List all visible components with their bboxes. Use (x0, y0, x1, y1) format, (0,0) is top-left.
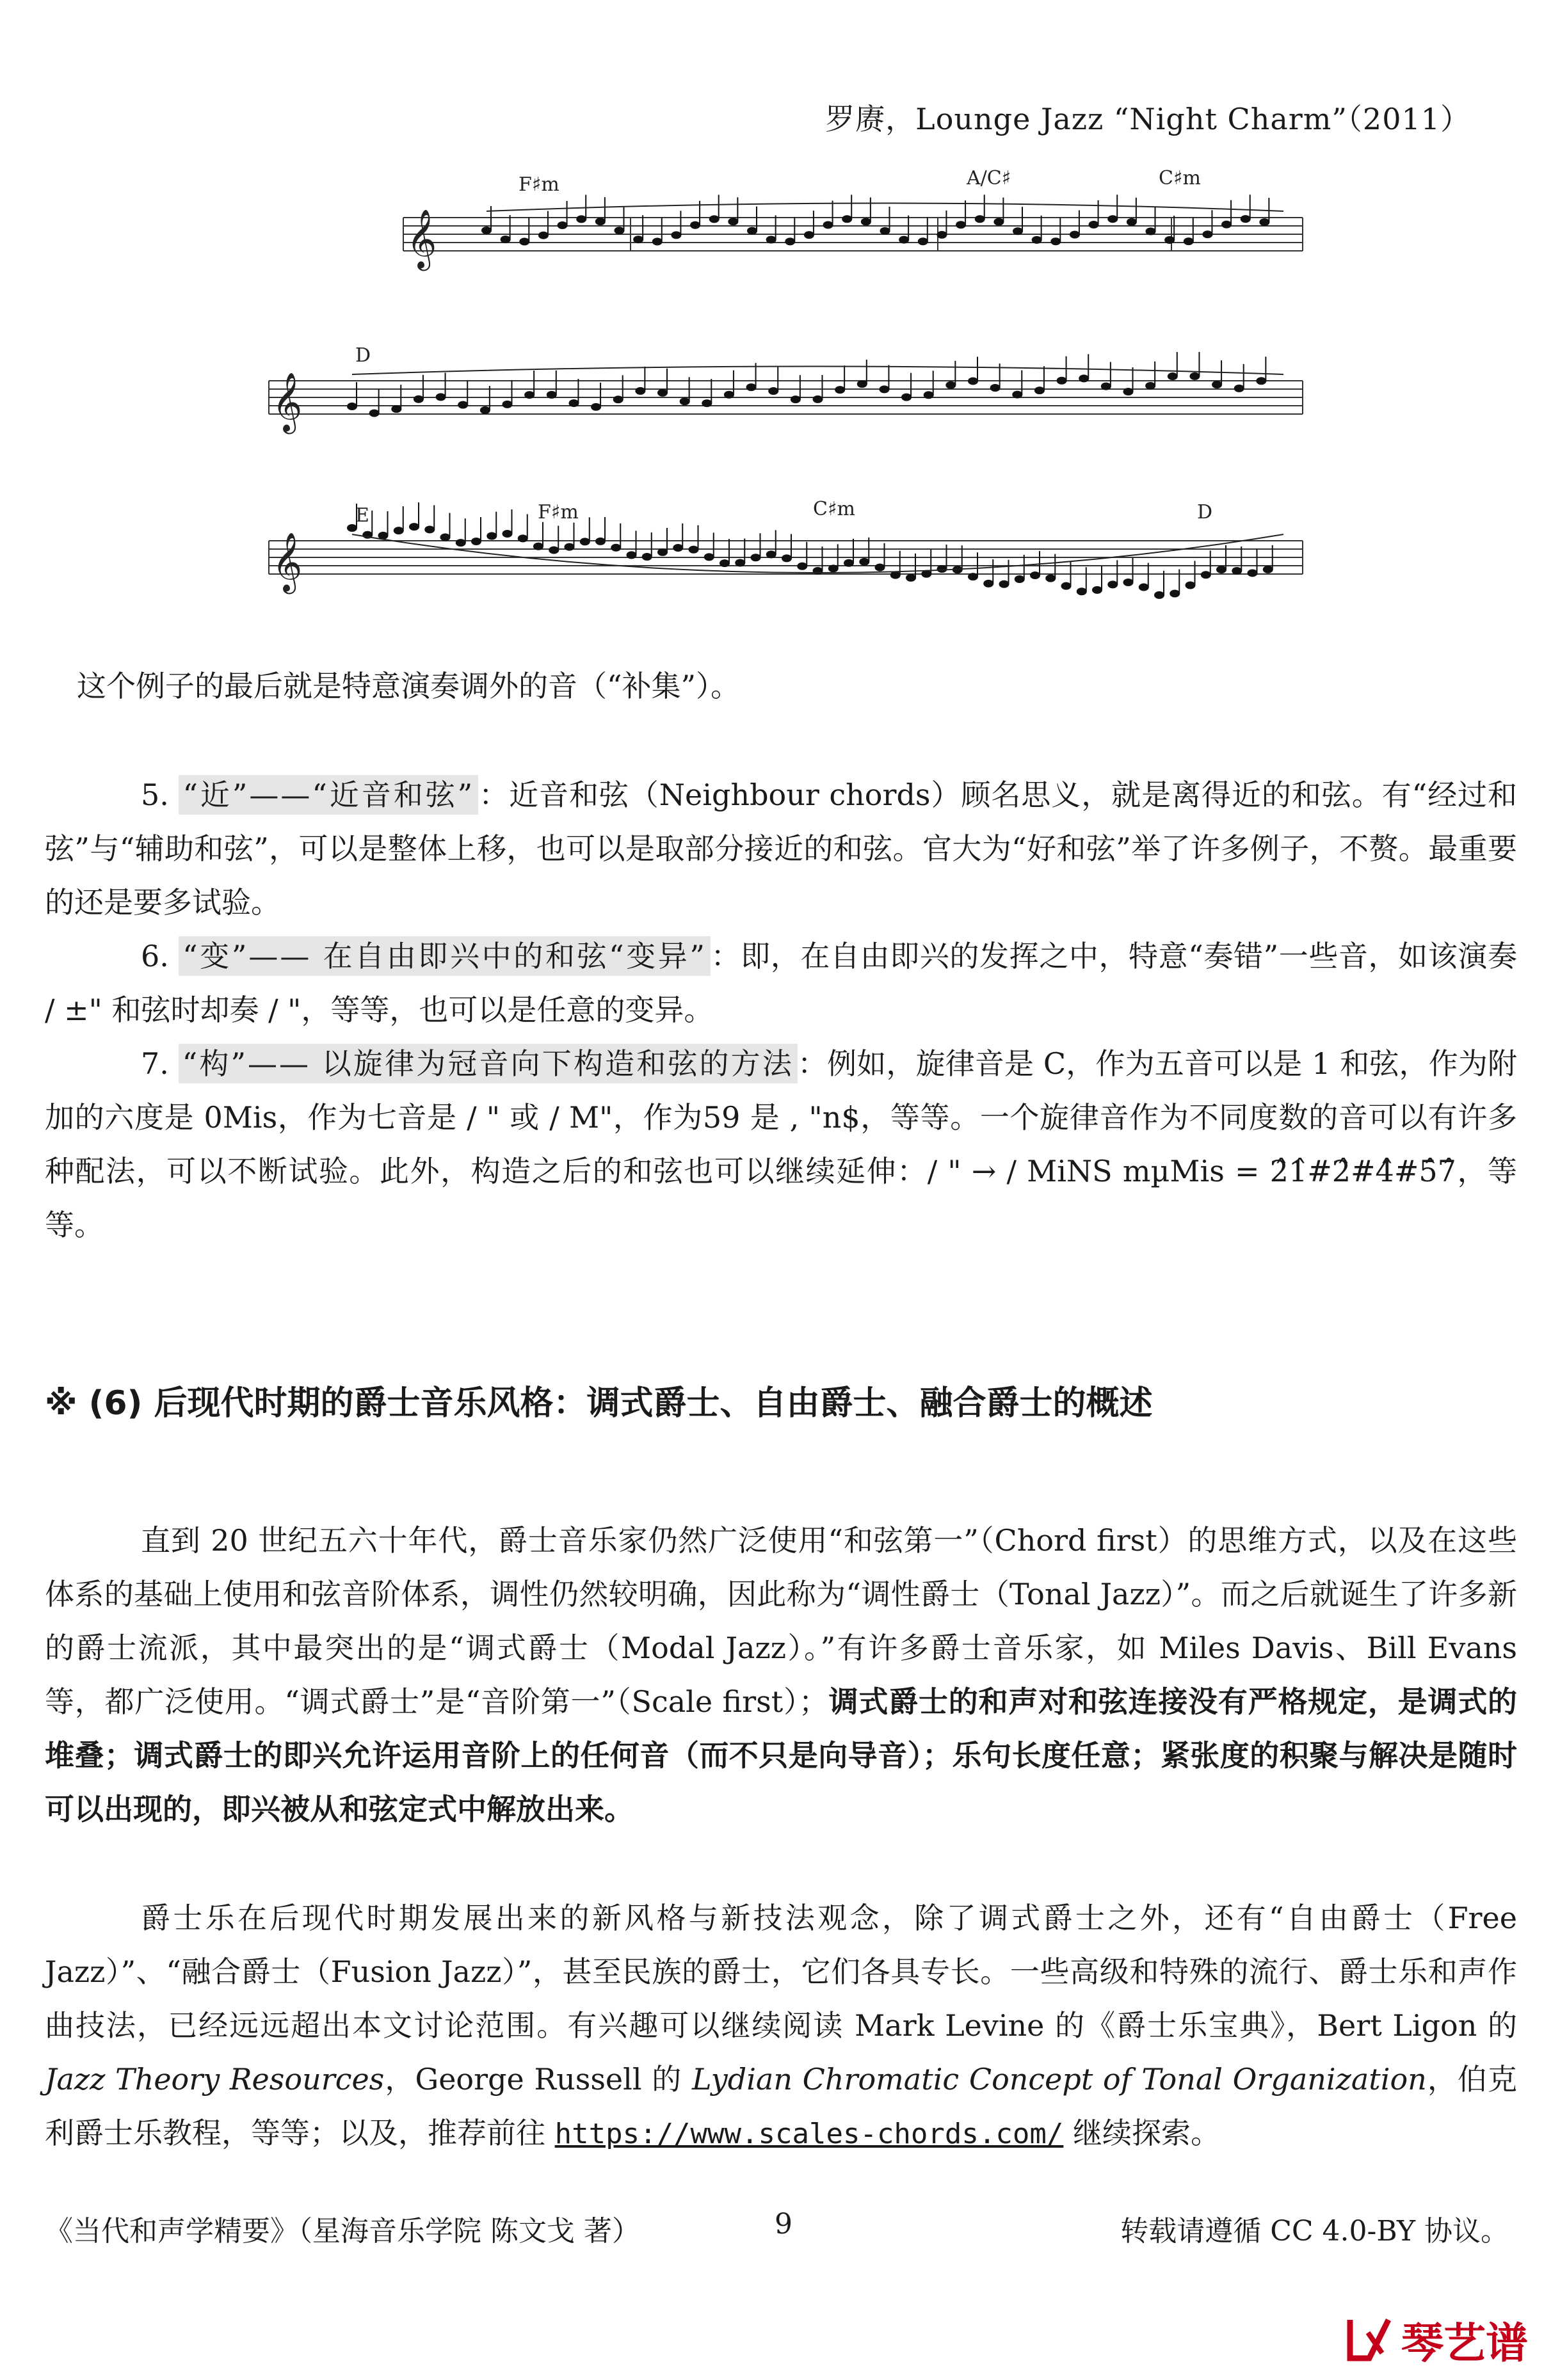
book-title: Lydian Chromatic Concept of Tonal Organization (692, 2062, 1427, 2096)
note-head (565, 543, 575, 551)
note-head (1202, 230, 1212, 238)
note-head (440, 534, 451, 541)
note-head (709, 215, 720, 223)
note-head (1186, 581, 1196, 589)
site-logo (1344, 2310, 1528, 2368)
note-head (409, 523, 419, 531)
chord-label-r3-3: C♯m (813, 498, 855, 520)
note-head (615, 227, 625, 234)
note-head (990, 384, 1001, 392)
item-number: 6. (141, 939, 169, 973)
note-head (486, 532, 497, 540)
note-head (524, 391, 535, 399)
note-head (347, 403, 357, 410)
note-head (956, 221, 966, 228)
slur (486, 204, 1283, 212)
note-head (785, 237, 795, 245)
music-logo-icon (1344, 2313, 1395, 2365)
list-item-6 (45, 929, 1517, 1037)
score-svg (0, 154, 1560, 666)
intro-note: 这个例子的最后就是特意演奏调外的音（“补集”）。 (77, 669, 741, 703)
note-head (1234, 385, 1244, 392)
item-text: ：近音和弦（Neighbour chords）顾名思义，就是离得近的和弦。有“经过和弦”与“辅助和弦”，可以是整体上移，也可以是取部分接近的和弦。官大为“好和弦”举了许多例子，不赘。最重要的还是要多试验。 (45, 778, 1517, 920)
note-head (937, 231, 947, 239)
note-head (1189, 372, 1200, 380)
note-head (813, 395, 823, 403)
note-head (547, 391, 557, 399)
note-head (768, 387, 778, 395)
paragraph-text: 直到 20 世纪五六十年代，爵士音乐家仍然广泛使用“和弦第一”（Chord first）的思维方式，以及在这些体系的基础上使用和弦音阶体系，调性仍然较明确，因此称为“调性爵士（Tonal Jazz）”。而之后就诞生了许多新的爵士流派，其中最突出的是“调式爵士（Modal Jazz）。”有许多爵士音乐家，如 Miles Davis、Bill Evans 等，都广泛使用。“调式爵士”是“音阶第一”（Scale first）； (45, 1523, 1517, 1719)
note-head (480, 406, 490, 414)
note-head (1057, 377, 1067, 385)
note-head (1154, 591, 1164, 599)
paragraph-text: ，George Russell 的 (384, 2062, 693, 2096)
note-head (533, 543, 543, 550)
note-head (456, 539, 466, 547)
note-head (414, 395, 424, 403)
note-head (899, 236, 909, 244)
treble-clef-icon: 𝄞 (406, 209, 437, 268)
note-head (968, 573, 978, 580)
note-head (861, 218, 871, 225)
note-head (657, 548, 668, 556)
note-head (1123, 579, 1134, 586)
note-head (880, 227, 890, 235)
note-head (901, 394, 912, 401)
note-head (879, 385, 889, 393)
note-head (1077, 587, 1087, 595)
item-text: ：即，在自由即兴的发挥之中，特意“奏错”一些音，如该演奏 / ±" 和弦时却奏 / "，等等，也可以是任意的变异。 (45, 939, 1517, 1027)
paragraph-post-modern (45, 1891, 1517, 2161)
note-head (595, 218, 606, 225)
note-head (518, 534, 528, 542)
note-head (1201, 571, 1211, 579)
note-head (791, 395, 801, 403)
note-head (690, 221, 700, 229)
note-head (652, 237, 663, 245)
note-head (746, 383, 757, 391)
note-head (481, 227, 492, 234)
chord-label-r3-4: D (1197, 501, 1213, 523)
note-head (657, 389, 668, 397)
note-head (766, 550, 776, 558)
note-head (1089, 221, 1099, 228)
note-head (591, 403, 601, 411)
chord-label-r3-2: F♯m (538, 501, 579, 523)
note-head (906, 574, 916, 582)
note-head (945, 381, 956, 389)
book-title: Jazz Theory Resources (45, 2062, 385, 2096)
score-caption: 罗赓，Lounge Jazz “Night Charm”（2011） (825, 102, 1470, 136)
item-term: “近”——“近音和弦” (179, 775, 478, 815)
note-head (823, 221, 833, 228)
note-head (1013, 227, 1023, 235)
note-head (642, 553, 652, 561)
note-head (369, 410, 380, 417)
note-head (857, 380, 867, 388)
note-head (1146, 228, 1156, 236)
chord-label-r3-1: E (355, 504, 369, 527)
note-head (568, 399, 579, 407)
note-head (724, 391, 734, 399)
note-head (983, 580, 993, 587)
note-head (689, 546, 699, 554)
slur (352, 367, 1283, 375)
note-head (436, 393, 446, 401)
note-head (1015, 575, 1025, 583)
note-head (1092, 586, 1102, 594)
item-text: ：例如，旋律音是 C，作为五音可以是 1 和弦，作为附加的六度是 0Mis，作为七音是 / " 或 / M"，作为59 是 , "n$，等等。一个旋律音作为不同度数的音可以有许多种配法，可以不断试验。此外，构造之后的和弦也可以继续延伸：/ " → / MiNS mµMis = 2̂1̂#2̂#4̂#5̂7̂，等等。 (45, 1046, 1517, 1242)
note-head (549, 547, 559, 554)
note-head (519, 238, 529, 246)
note-head (813, 567, 823, 575)
note-head (1030, 571, 1040, 579)
note-head (844, 559, 854, 567)
note-head (1032, 236, 1042, 244)
note-head (797, 563, 807, 570)
treble-clef-icon: 𝄞 (272, 532, 303, 591)
note-head (702, 399, 712, 407)
note-head (1164, 236, 1175, 244)
footer-license: 转载请遵循 CC 4.0-BY 协议。 (1120, 2215, 1509, 2248)
list-item-7 (45, 1037, 1517, 1252)
music-score (0, 154, 1560, 666)
note-head (595, 538, 606, 545)
note-head (720, 559, 730, 567)
note-head (1221, 221, 1232, 228)
note-head (627, 551, 637, 559)
note-head (1050, 237, 1061, 245)
note-head (728, 218, 738, 225)
note-head (735, 559, 745, 566)
note-head (1248, 569, 1258, 577)
footer-page-number: 9 (775, 2208, 792, 2240)
note-head (766, 236, 776, 243)
note-head (1184, 237, 1194, 245)
treble-clef-icon: 𝄞 (272, 372, 303, 431)
footer-book-title: 《当代和声学精要》（星海音乐学院 陈文戈 著） (45, 2215, 640, 2248)
paragraph-bold-text: 调式爵士的和声对和弦连接没有严格规定，是调式的堆叠；调式爵士的即兴允许运用音阶上的任何音（而不只是向导音）；乐句长度任意；紧张度的积聚与解决是随时可以出现的，即兴被从和弦定式中解放出来。 (45, 1684, 1518, 1826)
note-head (1101, 383, 1111, 390)
note-head (1079, 374, 1089, 382)
logo-text: 琴艺谱 (1401, 2318, 1528, 2368)
note-head (391, 405, 401, 413)
note-head (503, 401, 513, 408)
item-number: 5. (141, 778, 169, 812)
note-head (1139, 584, 1149, 591)
note-head (859, 558, 869, 566)
note-head (680, 397, 690, 405)
staff-lines (269, 209, 1303, 594)
paragraph-modal-jazz (45, 1513, 1517, 1836)
note-head (1145, 382, 1155, 390)
note-head (842, 215, 852, 223)
section-heading: ※ (6) 后现代时期的爵士音乐风格：调式爵士、自由爵士、融合爵士的概述 (45, 1384, 1153, 1423)
item-number: 7. (141, 1046, 169, 1081)
note-head (538, 232, 549, 239)
note-head (424, 525, 435, 533)
chord-label-r2-1: D (355, 344, 371, 367)
note-head (968, 377, 978, 385)
note-head (1259, 218, 1269, 226)
note-head (937, 565, 947, 573)
note-head (613, 395, 623, 403)
paragraph-text: 继续探索。 (1063, 2116, 1220, 2150)
note-head (580, 538, 590, 545)
item-term: “变”—— 在自由即兴中的和弦“变异” (179, 936, 711, 976)
note-head (1168, 372, 1178, 380)
note-head (671, 231, 681, 239)
note-head (1034, 387, 1045, 394)
note-head (458, 401, 468, 409)
note-head (501, 236, 511, 243)
note-head (875, 564, 885, 571)
scales-chords-link[interactable]: https://www.scales-chords.com/ (554, 2118, 1064, 2150)
note-head (999, 580, 1009, 588)
note-head (1127, 218, 1137, 226)
note-head (747, 227, 757, 235)
note-head (1263, 566, 1273, 573)
note-head (576, 215, 586, 223)
list-item-5 (45, 768, 1517, 929)
note-head (1012, 391, 1022, 399)
note-head (633, 236, 643, 243)
chord-label-r1-2: A/C♯ (967, 167, 1011, 189)
note-head (835, 386, 845, 394)
chord-label-r1-1: F♯m (519, 173, 559, 196)
paragraph-text: ，伯克利爵士乐教程，等等；以及，推荐前往 (45, 2062, 1517, 2150)
chord-label-r1-3: C♯m (1159, 167, 1201, 189)
note-head (1256, 377, 1266, 385)
note-head (611, 544, 621, 552)
note-head (1232, 567, 1242, 575)
note-head (704, 553, 714, 561)
note-head (1045, 575, 1056, 582)
note-head (1241, 215, 1251, 223)
note-head (751, 554, 761, 561)
note-head (1107, 580, 1118, 588)
note-head (828, 564, 839, 572)
item-term: “构”—— 以旋律为冠音向下构造和弦的方法 (179, 1044, 798, 1083)
note-head (993, 218, 1004, 226)
note-head (1070, 231, 1080, 239)
paragraph-text: 爵士乐在后现代时期发展出来的新风格与新技法观念，除了调式爵士之外，还有“自由爵士（Free Jazz）”、“融合爵士（Fusion Jazz）”，甚至民族的爵士，它们各具专长。一些高级和特殊的流行、爵士乐和声作曲技法，已经远远超出本文讨论范围。有兴趣可以继续阅读 Mark Levine 的《爵士乐宝典》，Bert Ligon 的 (45, 1901, 1517, 2043)
note-head (1212, 381, 1222, 388)
note-head (471, 538, 481, 545)
note-head (503, 530, 513, 538)
note-head (394, 527, 404, 534)
note-head (1107, 215, 1118, 223)
note-head (1216, 566, 1226, 573)
note-head (635, 387, 645, 395)
note-head (918, 237, 928, 245)
note-head (1061, 582, 1072, 590)
note-head (804, 231, 814, 239)
note-head (782, 554, 792, 562)
note-head (1123, 388, 1134, 395)
note-head (975, 215, 985, 223)
note-head (673, 544, 683, 552)
note-head (1170, 590, 1180, 598)
note-head (558, 221, 568, 229)
note-head (924, 391, 934, 399)
